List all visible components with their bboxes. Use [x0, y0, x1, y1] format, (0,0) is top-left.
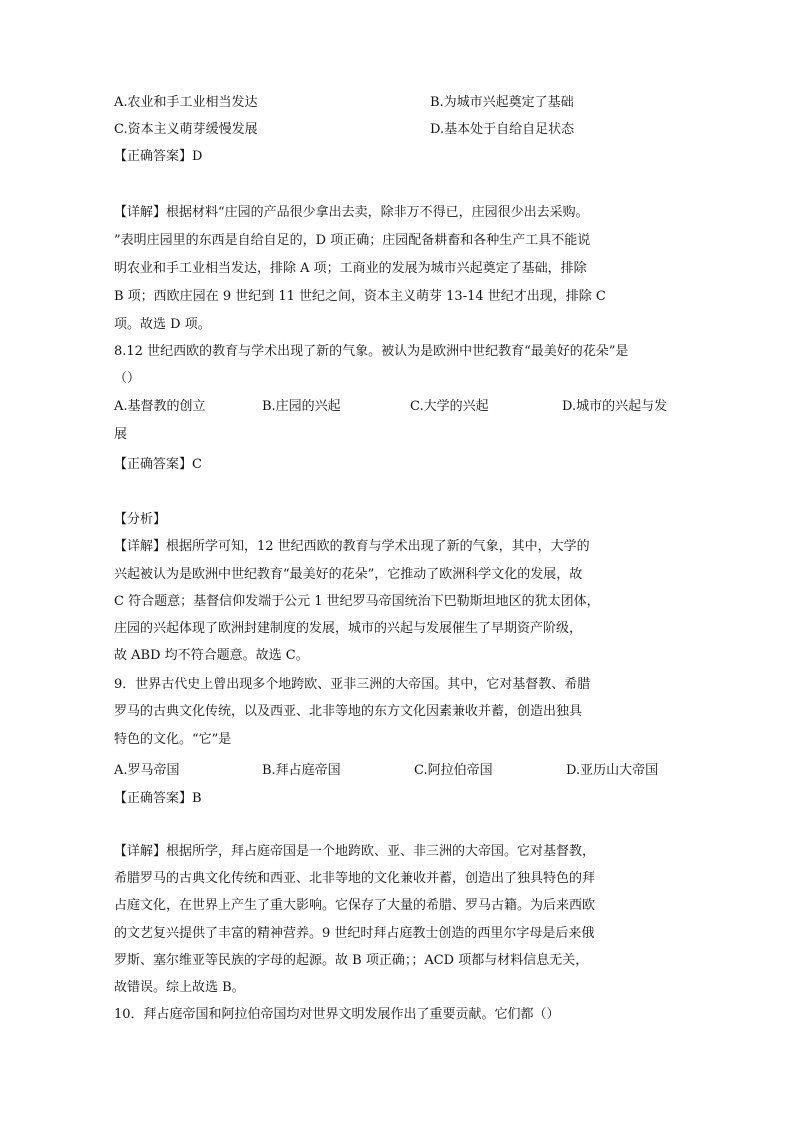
q8-detail-line: 【详解】根据所学可知，12 世纪西欧的教育与学术出现了新的气象，其中，大学的 [114, 539, 590, 554]
q9-option-c: C.阿拉伯帝国 [414, 763, 493, 778]
q7-option-d: D.基本处于自给自足状态 [430, 122, 575, 137]
q8-detail-line: 庄园的兴起体现了欧洲封建制度的发展，城市的兴起与发展催生了早期资产阶级， [114, 621, 583, 636]
q9-option-a: A.罗马帝国 [114, 763, 180, 778]
q9-detail-line: 希腊罗马的古典文化传统和西亚、北非等地的文化兼收并蓄，创造出了独具特色的拜 [114, 871, 596, 886]
q8-detail-line: C 符合题意；基督信仰发端于公元 1 世纪罗马帝国统治下巴勒斯坦地区的犹太团体， [114, 594, 600, 609]
q8-answer: 【正确答案】C [114, 457, 202, 472]
q7-answer: 【正确答案】D [114, 149, 203, 164]
q9-stem: 9．世界古代史上曾出现多个地跨欧、亚非三洲的大帝国。其中，它对基督教、希腊 [114, 677, 591, 692]
q9-stem: 罗马的古典文化传统，以及西亚、北非等地的东方文化因素兼收并蓄，创造出独具 [114, 704, 583, 719]
q9-option-d: D.亚历山大帝国 [566, 763, 659, 778]
q9-detail-line: 占庭文化，在世界上产生了重大影响。它保存了大量的希腊、罗马古籍。为后来西欧 [114, 898, 596, 913]
q7-detail-line: 项。故选 D 项。 [114, 317, 211, 332]
q7-option-a: A.农业和手工业相当发达 [114, 95, 258, 110]
q7-detail-line: 明农业和手工业相当发达，排除 A 项；工商业的发展为城市兴起奠定了基础，排除 [114, 261, 587, 276]
q9-option-b: B.拜占庭帝国 [262, 763, 341, 778]
q7-option-c: C.资本主义萌芽缓慢发展 [114, 122, 258, 137]
q8-analysis-label: 【分析】 [114, 512, 167, 527]
q8-option-a: A.基督教的创立 [114, 399, 206, 414]
q9-detail-line: 故错误。综上故选 B。 [114, 980, 245, 995]
q7-option-b: B.为城市兴起奠定了基础 [430, 95, 574, 110]
q8-stem: 8.12 世纪西欧的教育与学术出现了新的气象。被认为是欧洲中世纪教育“最美好的花朵”是 [114, 344, 629, 359]
q7-detail-line: B 项；西欧庄园在 9 世纪到 11 世纪之间，资本主义萌芽 13-14 世纪才出现，排除 C [114, 289, 606, 304]
q10-stem: 10．拜占庭帝国和阿拉伯帝国均对世界文明发展作出了重要贡献。它们都（） [114, 1007, 560, 1022]
q8-option-c: C.大学的兴起 [410, 399, 489, 414]
q8-option-d: D.城市的兴起与发 [562, 399, 668, 414]
q7-detail-line: 【详解】根据材料“庄园的产品很少拿出去卖，除非万不得已，庄园很少出去采购。 [114, 205, 589, 220]
q9-detail-line: 罗斯、塞尔维亚等民族的字母的起源。故 B 项正确；；ACD 项都与材料信息无关， [114, 953, 589, 968]
q7-detail-line: ”表明庄园里的东西是自给自足的，D 项正确；庄园配备耕畜和各种生产工具不能说 [114, 233, 591, 248]
q9-stem: 特色的文化。“它”是 [114, 732, 232, 747]
q8-option-d-wrap: 展 [114, 427, 128, 442]
q8-detail-line: 兴起被认为是欧洲中世纪教育“最美好的花朵”，它推动了欧洲科学文化的发展，故 [114, 567, 583, 582]
q9-detail-line: 【详解】根据所学，拜占庭帝国是一个地跨欧、亚、非三洲的大帝国。它对基督教， [114, 844, 596, 859]
q8-detail-line: 故 ABD 均不符合题意。故选 C。 [114, 648, 309, 663]
q8-stem-cont: （） [114, 371, 141, 386]
q8-option-b: B.庄园的兴起 [262, 399, 341, 414]
q9-detail-line: 的文艺复兴提供了丰富的精神营养。9 世纪时拜占庭教士创造的西里尔字母是后来俄 [114, 926, 595, 941]
q9-answer: 【正确答案】B [114, 791, 202, 806]
